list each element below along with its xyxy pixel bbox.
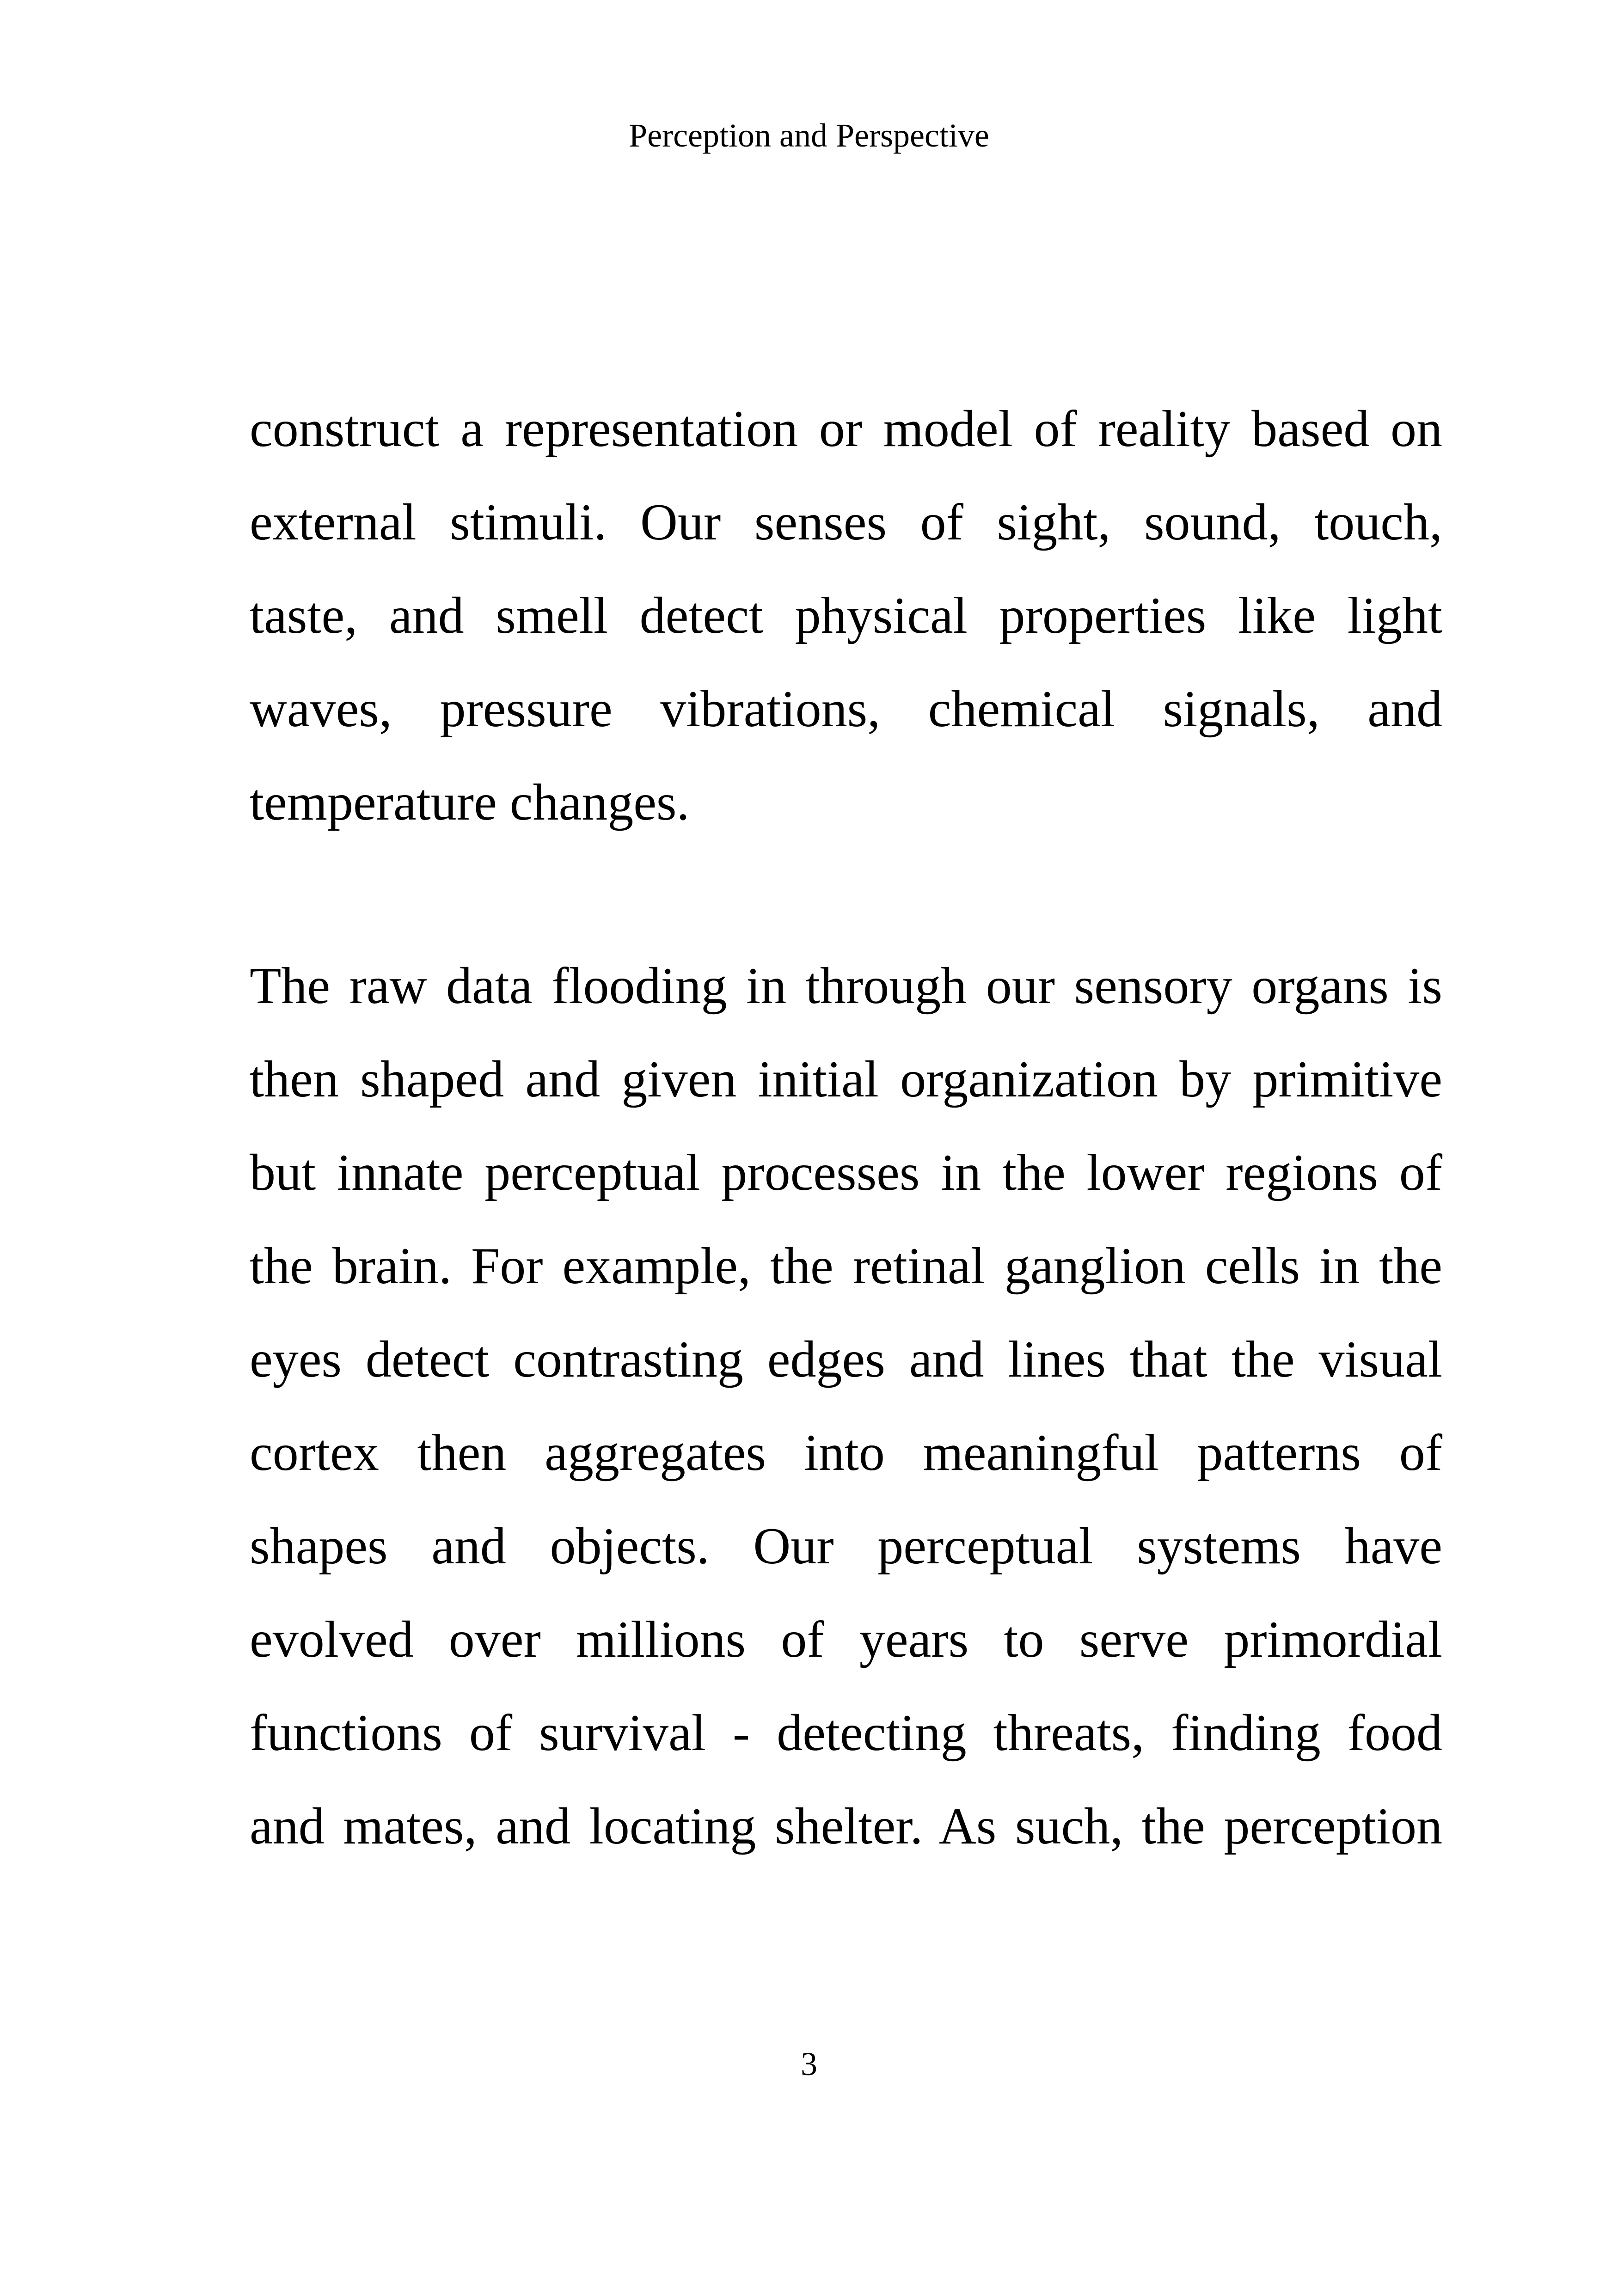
text-line: taste, and smell detect physical properties like light	[250, 587, 1442, 644]
page-number: 3	[801, 2045, 817, 2082]
text-line: evolved over millions of years to serve primordial	[250, 1611, 1442, 1668]
text-line: but innate perceptual processes in the lower regions of	[250, 1144, 1442, 1201]
text-line: shapes and objects. Our perceptual systems have	[250, 1518, 1442, 1575]
text-line: the brain. For example, the retinal ganglion cells in the	[250, 1237, 1442, 1295]
text-line: waves, pressure vibrations, chemical signals, and	[250, 680, 1442, 738]
paragraph	[250, 939, 1442, 1873]
running-header: Perception and Perspective	[629, 117, 989, 154]
text-line: then shaped and given initial organization by primitive	[250, 1051, 1442, 1108]
text-line: construct a representation or model of reality based on	[250, 400, 1442, 458]
text-line: functions of survival - detecting threats, finding food	[250, 1704, 1442, 1762]
text-line: The raw data flooding in through our sensory organs is	[250, 957, 1442, 1015]
text-line: temperature changes.	[250, 774, 690, 831]
text-line: external stimuli. Our senses of sight, sound, touch,	[250, 494, 1442, 551]
text-line: eyes detect contrasting edges and lines that the visual	[250, 1331, 1442, 1388]
text-line: and mates, and locating shelter. As such, the perception	[250, 1798, 1442, 1855]
paragraph	[250, 382, 1442, 849]
text-line: cortex then aggregates into meaningful patterns of	[250, 1424, 1442, 1482]
